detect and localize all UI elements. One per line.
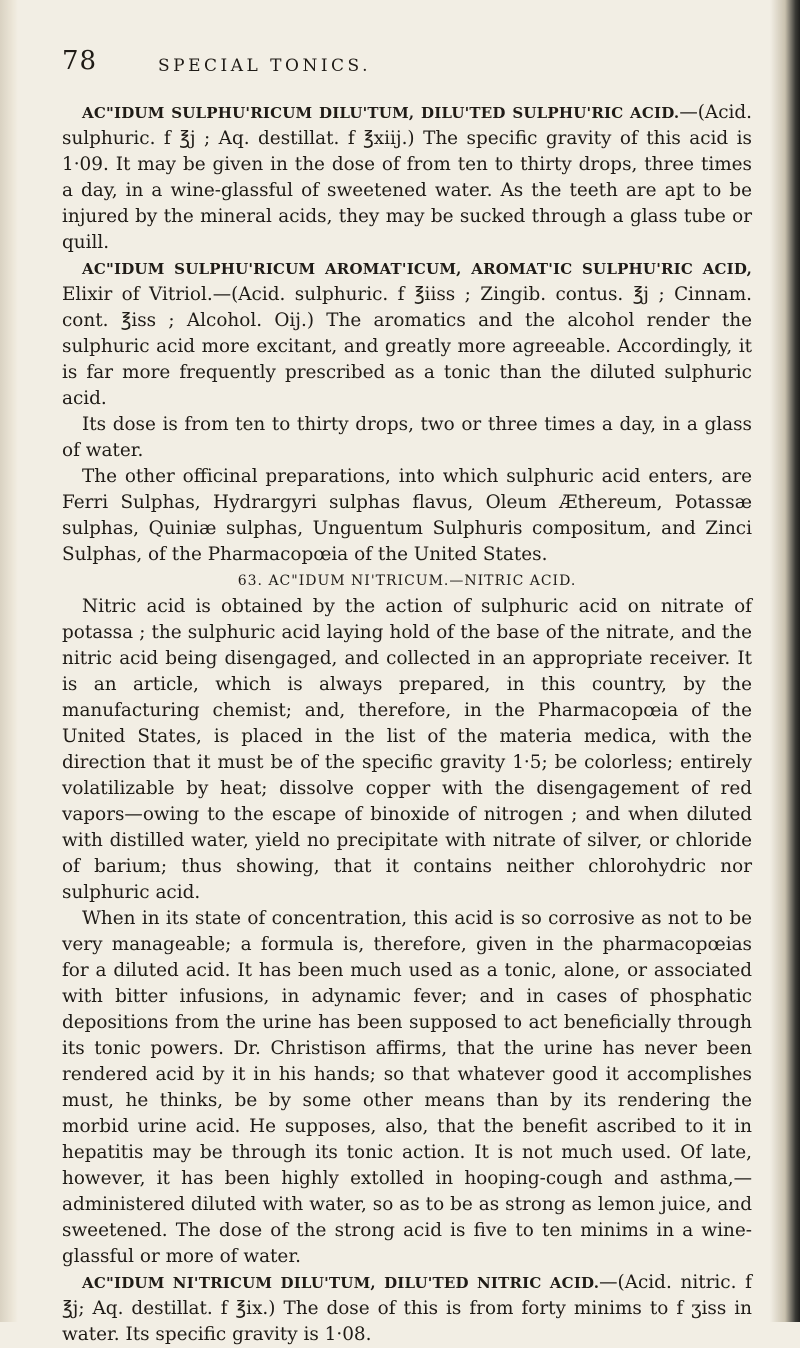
paragraph-nitric-acid-uses [62, 906, 752, 1270]
paragraph-nitric-acid-preparation [62, 594, 752, 906]
paragraph-text: Its dose is from ten to thirty drops, two or three times a day, in a glass of water. [62, 414, 752, 461]
page-header [62, 46, 752, 86]
paragraph-text: Nitric acid is obtained by the action of sulphuric acid on nitrate of potassa ; the sulphuric acid laying hold of the base of the nitrate, and the nitric acid being disengaged, and collected in an appropriate receiver. It is an article, which is always prepared, in this country, by the manufacturing chemist; and, therefore, in the Pharmacopœia of the United States, is placed in the list of the materia medica, with the direction that it must be of the specific gravity 1·5; be colorless; entirely volatilizable by heat; dissolve copper with the disengagement of red vapors—owing to the escape of binoxide of nitrogen ; and when diluted with distilled water, yield no precipitate with nitrate of silver, or chloride of barium; thus showing, that it contains neither chlorohydric nor sulphuric acid. [62, 596, 752, 903]
entry-heading: AC"IDUM NI'TRICUM DILU'TUM, DILU'TED NITRIC ACID. [82, 1274, 600, 1292]
paragraph-text: The other officinal preparations, into which sulphuric acid enters, are Ferri Sulphas, Hydrargyri sulphas flavus, Oleum Æthereum, Potassæ sulphas, Quiniæ sulphas, Unguentum Sulphuris compositum, and Zinci Sulphas, of the Pharmacopœia of the United States. [62, 466, 752, 565]
entry-heading: AC"IDUM SULPHU'RICUM DILU'TUM, DILU'TED SULPHU'RIC ACID. [82, 104, 680, 122]
entry-body: —(Acid. nitric. f ℥j; Aq. destillat. f ℥ix.) The dose of this is from forty minims to f ʒiss in water. Its specific gravity is 1·08. [62, 1272, 752, 1345]
section-title: 63. AC"IDUM NI'TRICUM.—NITRIC ACID. [237, 573, 577, 589]
body-text [62, 100, 752, 1348]
page-number: 78 [62, 46, 98, 76]
paragraph-dose [62, 412, 752, 464]
entry-heading: AC"IDUM SULPHU'RICUM AROMAT'ICUM, AROMAT'IC SULPHU'RIC ACID, [82, 260, 752, 278]
paragraph-text: When in its state of concentration, this acid is so corrosive as not to be very manageable; a formula is, therefore, given in the pharmacopœias for a diluted acid. It has been much used as a tonic, alone, or associated with bitter infusions, in adynamic fever; and in cases of phosphatic depositions from the urine has been supposed to act beneficially through its tonic powers. Dr. Christison affirms, that the urine has never been rendered acid by it in his hands; so that whatever good it accomplishes must, he thinks, be by some other means than by its rendering the morbid urine acid. He supposes, also, that the benefit ascribed to it in hepatitis may be through its tonic action. It is not much used. Of late, however, it has been highly extolled in hooping-cough and asthma,—administered diluted with water, so as to be as strong as lemon juice, and sweetened. The dose of the strong acid is five to ten minims in a wine-glassful or more of water. [62, 908, 752, 1267]
paragraph-diluted-sulphuric-acid [62, 100, 752, 256]
page-edge-left [0, 0, 18, 1322]
paragraph-diluted-nitric-acid [62, 1270, 752, 1348]
entry-body: —(Acid. sulphuric. f ℥j ; Aq. destillat. f ℥xiij.) The specific gravity of this acid is 1·09. It may be given in the dose of from ten to thirty drops, three times a day, in a wine-glassful of sweetened water. As the teeth are apt to be injured by the mineral acids, they may be sucked through a glass tube or quill. [62, 102, 752, 253]
running-head: SPECIAL TONICS. [158, 56, 372, 76]
paragraph-aromatic-sulphuric-acid [62, 256, 752, 412]
paragraph-officinal-preparations [62, 464, 752, 568]
page-edge-right [770, 0, 800, 1322]
book-page [62, 46, 752, 1348]
entry-body: Elixir of Vitriol.—(Acid. sulphuric. f ℥iiss ; Zingib. contus. ℥j ; Cinnam. cont. ℥iss ; Alcohol. Oij.) The aromatics and the alcohol render the sulphuric acid more excitant, and greatly more agreeable. Accordingly, it is far more frequently prescribed as a tonic than the diluted sulphuric acid. [62, 284, 752, 409]
